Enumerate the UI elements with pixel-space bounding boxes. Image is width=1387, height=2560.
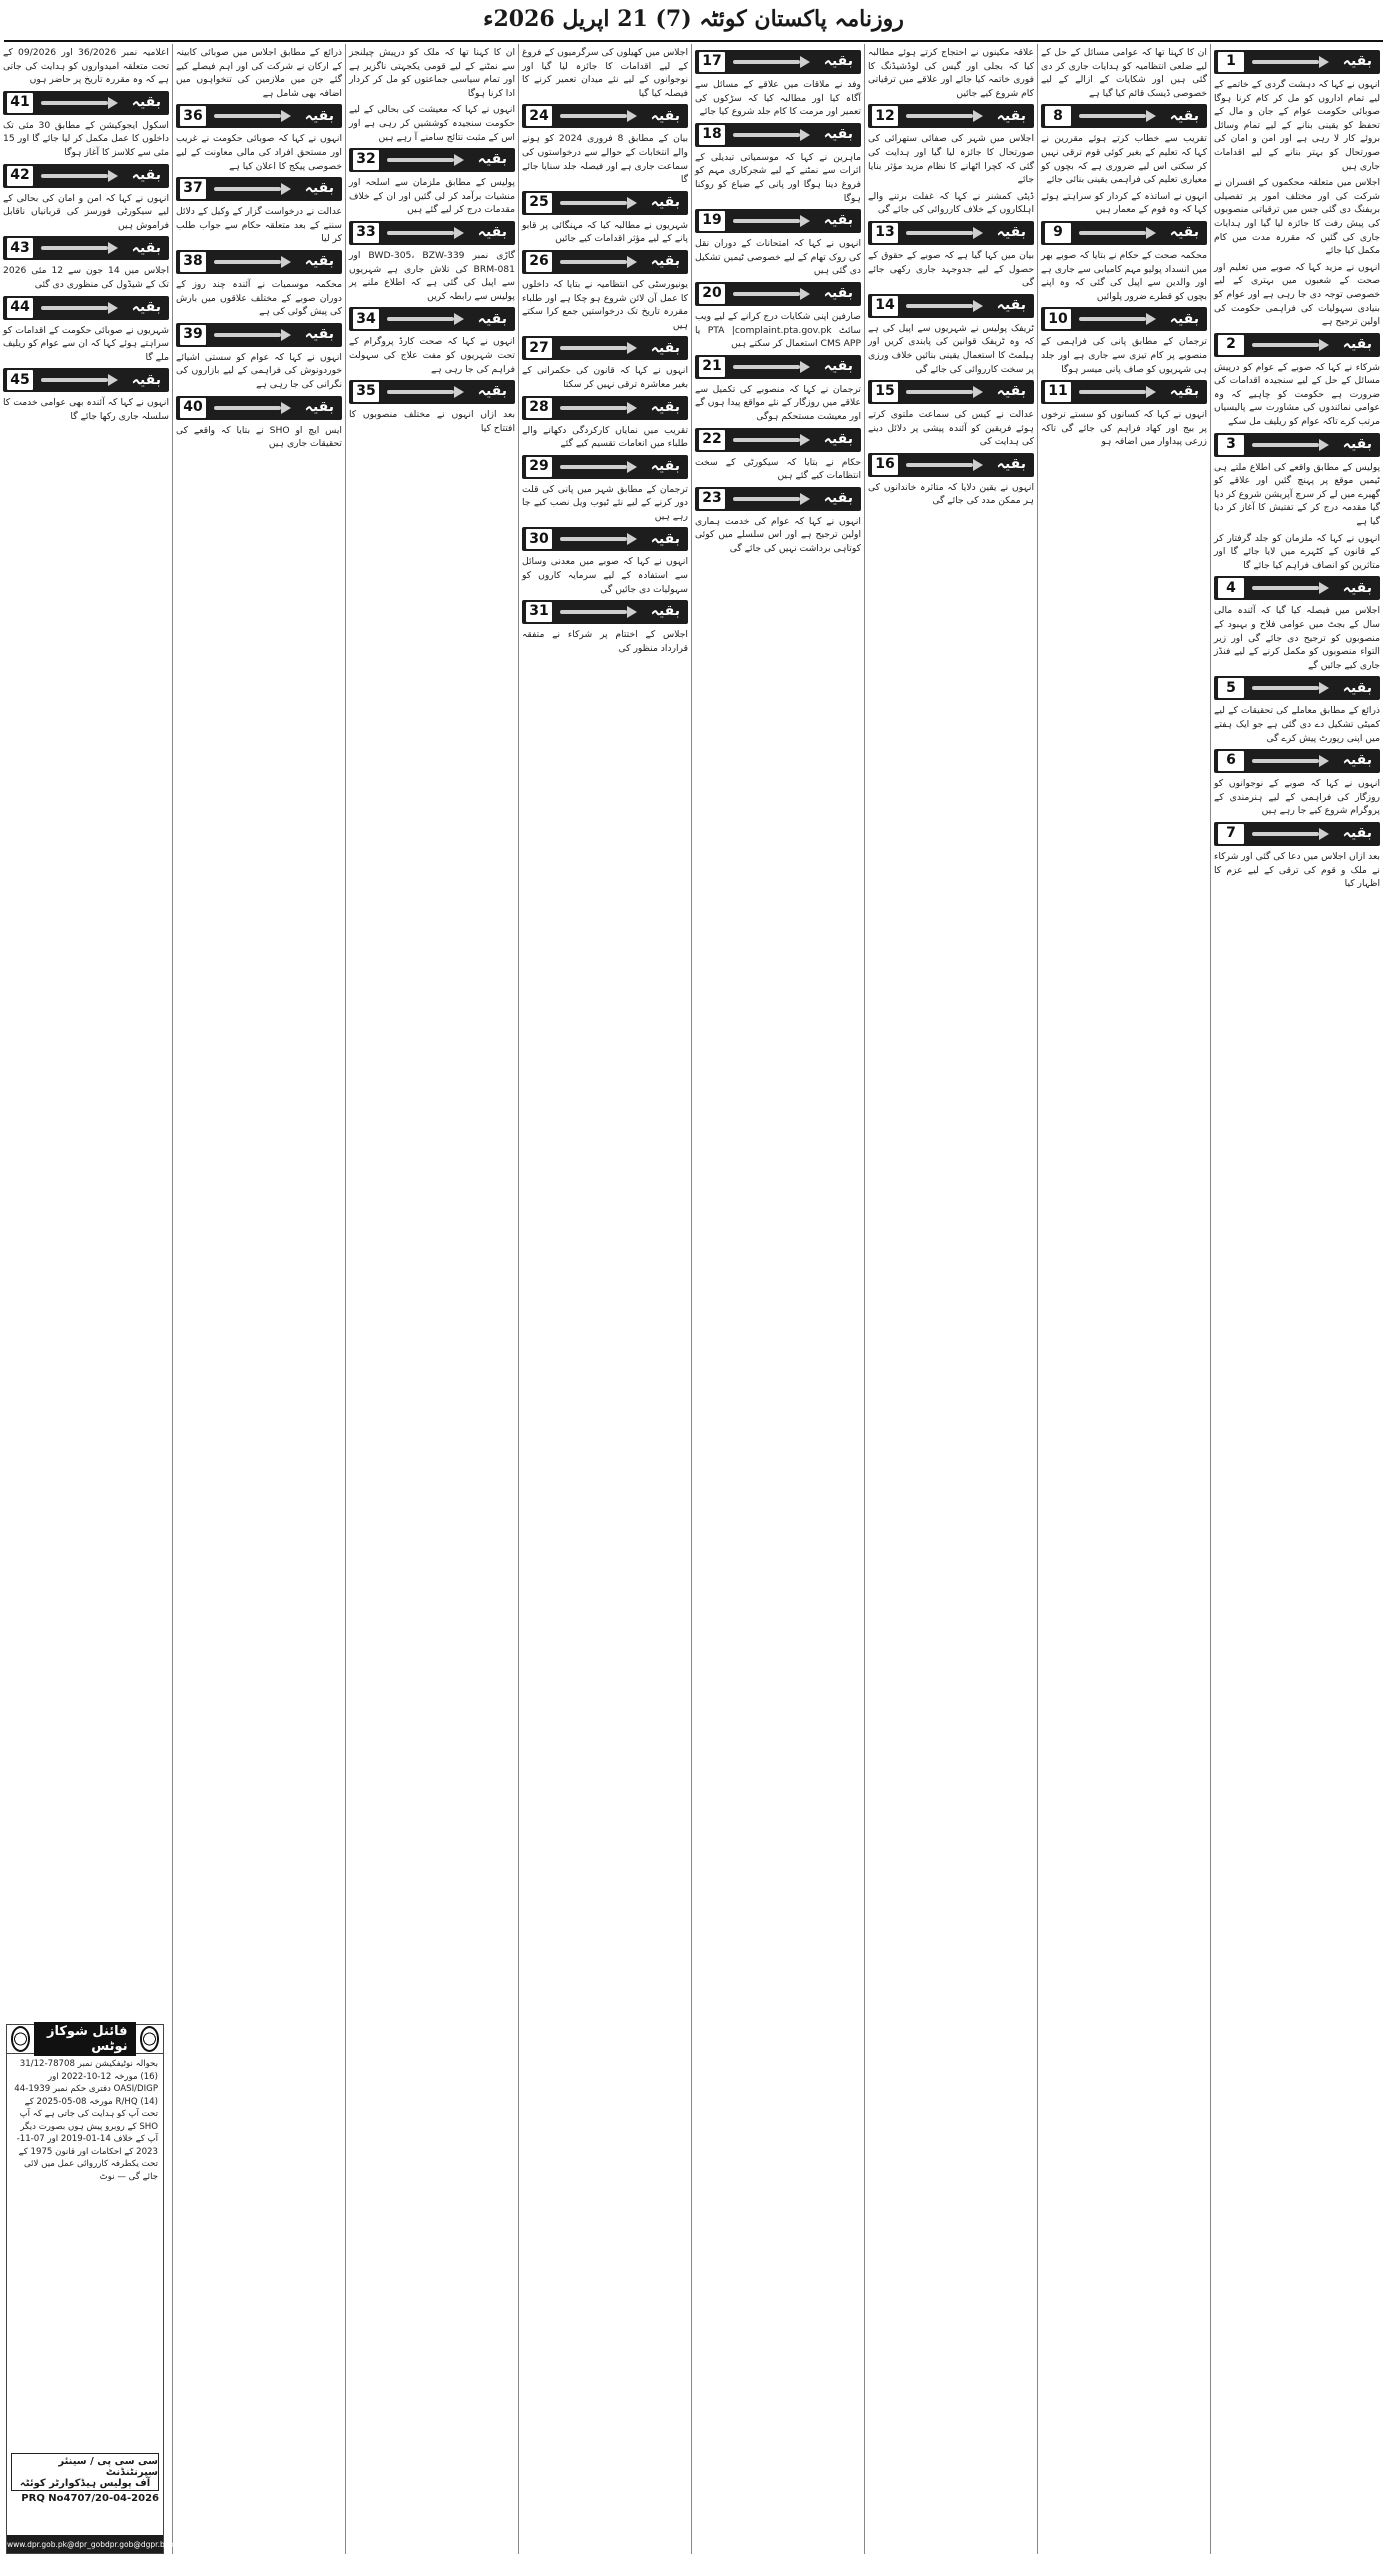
arrow-icon <box>1252 582 1329 594</box>
continuation-banner <box>695 487 861 511</box>
arrow-icon <box>1252 56 1329 68</box>
continuation-number: 44 <box>5 296 35 320</box>
article-paragraph: بعد ازاں انہوں نے مختلف منصوبوں کا افتتاح کیا <box>349 409 515 434</box>
continuation-banner <box>1214 749 1380 773</box>
signature-line-1: سی سی پی / سینئر سپرنٹنڈنٹ <box>58 2455 158 2478</box>
continuation-number: 22 <box>697 428 727 452</box>
signature-line-2: آف پولیس ہیڈکوارٹر کوئٹہ <box>19 2477 151 2489</box>
continuation-banner <box>522 455 688 479</box>
arrow-icon <box>387 386 464 398</box>
continuation-label: بقیہ <box>304 398 334 415</box>
continuation-banner <box>522 250 688 274</box>
continuation-banner <box>349 380 515 404</box>
newspaper-column <box>345 44 518 2554</box>
arrow-icon <box>214 329 291 341</box>
column-text <box>176 46 342 451</box>
article-paragraph: ترجمان نے کہا کہ منصوبے کی تکمیل سے علاقے میں روزگار کے نئے مواقع پیدا ہوں گے اور معیشت مستحکم ہوگی <box>695 383 861 422</box>
arrow-icon <box>1252 828 1329 840</box>
continuation-number: 24 <box>524 104 554 128</box>
article-paragraph: اسکول ایجوکیشن کے مطابق 30 مئی تک داخلوں کا عمل مکمل کر لیا جائے گا اور 15 مئی سے کلاسز کا آغاز ہوگا <box>3 119 169 158</box>
article-paragraph: عدالت نے درخواست گزار کے وکیل کے دلائل سننے کے بعد متعلقہ حکام سے جواب طلب کر لیا <box>176 206 342 245</box>
arrow-icon <box>387 227 464 239</box>
arrow-icon <box>1079 313 1156 325</box>
arrow-icon <box>1252 755 1329 767</box>
continuation-number: 39 <box>178 323 208 347</box>
continuation-banner <box>868 221 1034 245</box>
arrow-icon <box>733 288 810 300</box>
continuation-label: بقیہ <box>304 325 334 342</box>
arrow-icon <box>1079 110 1156 122</box>
continuation-banner <box>522 600 688 624</box>
arrow-icon <box>214 183 291 195</box>
continuation-number: 30 <box>524 527 554 551</box>
article-paragraph: ذرائع کے مطابق معاملے کی تحقیقات کے لیے کمیٹی تشکیل دے دی گئی ہے جو ایک ہفتے میں اپنی رپورٹ پیش کرے گی <box>1214 705 1380 744</box>
arrow-icon <box>560 256 637 268</box>
column-text <box>695 50 861 555</box>
continuation-banner <box>522 527 688 551</box>
article-paragraph: ڈپٹی کمشنر نے کہا کہ غفلت برتنے والے اہلکاروں کے خلاف کارروائی کی جائے گی <box>868 190 1034 216</box>
continuation-label: بقیہ <box>650 193 680 210</box>
column-text <box>3 46 169 424</box>
arrow-icon <box>1252 682 1329 694</box>
article-paragraph: یونیورسٹی کی انتظامیہ نے بتایا کہ داخلوں کا عمل آن لائن شروع ہو چکا ہے اور طلباء مقررہ تاریخ تک درخواستیں جمع کرا سکتے ہیں <box>522 278 688 331</box>
article-paragraph: بعد ازاں اجلاس میں دعا کی گئی اور شرکاء نے ملک و قوم کی ترقی کے لیے عزم کا اظہار کیا <box>1214 850 1380 890</box>
continuation-number: 2 <box>1216 333 1246 357</box>
continuation-number: 8 <box>1043 104 1073 128</box>
footer-instagram[interactable]: @dgpr.balochistan <box>133 2539 204 2549</box>
article-paragraph: وفد نے ملاقات میں علاقے کے مسائل سے آگاہ کیا اور مطالبہ کیا کہ سڑکوں کی تعمیر اور مرمت کا کام جلد شروع کیا جائے <box>695 79 861 118</box>
continuation-label: بقیہ <box>823 489 853 506</box>
article-paragraph: انہوں نے کہا کہ قانون کی حکمرانی کے بغیر معاشرہ ترقی نہیں کر سکتا <box>522 365 688 390</box>
continuation-number: 45 <box>5 368 35 392</box>
article-paragraph: بیان میں کہا گیا ہے کہ صوبے کے حقوق کے حصول کے لیے جدوجہد جاری رکھی جائے گی <box>868 249 1034 289</box>
continuation-number: 43 <box>5 236 35 260</box>
continuation-label: بقیہ <box>477 151 507 168</box>
continuation-banner <box>176 396 342 420</box>
continuation-number: 15 <box>870 380 900 404</box>
continuation-banner <box>695 50 861 74</box>
masthead <box>0 0 1387 38</box>
arrow-icon <box>733 361 810 373</box>
newspaper-column <box>1210 44 1383 2554</box>
government-seal-icon <box>140 2026 159 2052</box>
continuation-label: بقیہ <box>131 371 161 388</box>
continuation-number: 21 <box>697 355 727 379</box>
continuation-number: 41 <box>5 91 35 115</box>
column-text <box>1214 50 1380 891</box>
footer-website[interactable]: www.dpr.gob.pk <box>7 2539 67 2549</box>
arrow-icon <box>733 56 810 68</box>
continuation-number: 13 <box>870 221 900 245</box>
continuation-number: 17 <box>697 50 727 74</box>
column-text <box>868 46 1034 508</box>
continuation-banner <box>1041 104 1207 128</box>
article-paragraph: حکام نے بتایا کہ سیکورٹی کے سخت انتظامات کیے گئے ہیں <box>695 456 861 482</box>
article-paragraph: انہوں نے کہا کہ آئندہ بھی عوامی خدمت کا سلسلہ جاری رکھا جائے گا <box>3 397 169 422</box>
continuation-banner <box>868 453 1034 477</box>
continuation-number: 42 <box>5 164 35 188</box>
continuation-label: بقیہ <box>1342 435 1372 452</box>
arrow-icon <box>214 110 291 122</box>
arrow-icon <box>214 402 291 414</box>
continuation-banner <box>176 250 342 274</box>
continuation-label: بقیہ <box>304 107 334 124</box>
continuation-banner <box>695 123 861 147</box>
continuation-label: بقیہ <box>996 456 1026 473</box>
continuation-banner <box>176 177 342 201</box>
article-paragraph: محکمہ صحت کے حکام نے بتایا کہ صوبے بھر میں انسداد پولیو مہم کامیابی سے جاری ہے اور والدین سے اپیل کی گئی کہ وہ اپنے بچوں کو قطرے ضرور پلوائیں <box>1041 249 1207 302</box>
continuation-label: بقیہ <box>1342 679 1372 696</box>
article-paragraph: انہوں نے کہا کہ عوام کو سستی اشیائے خوردونوش کی فراہمی کے لیے بازاروں کی نگرانی کی جا رہی ہے <box>176 351 342 390</box>
police-seal-icon <box>11 2026 30 2052</box>
column-text <box>522 46 688 655</box>
newspaper-column <box>691 44 864 2554</box>
continuation-label: بقیہ <box>304 180 334 197</box>
continuation-label: بقیہ <box>131 239 161 256</box>
final-show-cause-notice <box>6 2024 204 2554</box>
arrow-icon <box>1079 386 1156 398</box>
footer-twitter[interactable]: @dpr_gob <box>67 2539 105 2549</box>
article-paragraph: شہریوں نے صوبائی حکومت کے اقدامات کو سراہتے ہوئے کہا کہ ان سے عوام کو ریلیف ملے گا <box>3 324 169 363</box>
newspaper-column <box>1037 44 1210 2554</box>
continuation-label: بقیہ <box>650 457 680 474</box>
arrow-icon <box>560 606 637 618</box>
arrow-icon <box>41 242 118 254</box>
continuation-banner <box>868 294 1034 318</box>
article-paragraph: انہوں نے کہا کہ ملزمان کو جلد گرفتار کر کے قانون کے کٹہرے میں لایا جائے گا اور متاثرین کو انصاف فراہم کیا جائے گا <box>1214 532 1380 571</box>
continuation-number: 32 <box>351 148 381 172</box>
article-paragraph: انہوں نے کہا کہ امتحانات کے دوران نقل کی روک تھام کے لیے خصوصی ٹیمیں تشکیل دی گئی ہیں <box>695 238 861 277</box>
arrow-icon <box>733 434 810 446</box>
arrow-icon <box>733 129 810 141</box>
newspaper-column <box>172 44 345 2554</box>
continuation-label: بقیہ <box>650 339 680 356</box>
continuation-banner <box>349 148 515 172</box>
continuation-number: 11 <box>1043 380 1073 404</box>
continuation-label: بقیہ <box>1169 107 1199 124</box>
continuation-label: بقیہ <box>1342 752 1372 769</box>
article-paragraph: پولیس کے مطابق ملزمان سے اسلحہ اور منشیات برآمد کر لی گئیں اور ان کے خلاف مقدمات درج کر لیے گئے ہیں <box>349 177 515 216</box>
article-paragraph: ان کا کہنا تھا کہ ملک کو درپیش چیلنجز سے نمٹنے کے لیے قومی یکجہتی ناگزیر ہے اور تمام سیاسی جماعتوں کو مل کر کردار ادا کرنا ہوگا <box>349 47 515 99</box>
arrow-icon <box>906 227 983 239</box>
continuation-banner <box>695 355 861 379</box>
arrow-icon <box>560 533 637 545</box>
continuation-label: بقیہ <box>996 383 1026 400</box>
article-paragraph: گاڑی نمبر BWD-305، BZW-339 اور BRM-081 کی تلاش جاری ہے شہریوں سے اپیل کی گئی ہے کہ اطلاع ملنے پر پولیس سے رابطہ کریں <box>349 249 515 302</box>
continuation-banner <box>3 164 169 188</box>
article-paragraph: ترجمان کے مطابق پانی کی فراہمی کے منصوبے پر کام تیزی سے جاری ہے اور جلد ہی شہریوں کو صاف پانی میسر ہوگا <box>1041 336 1207 375</box>
article-paragraph: انہوں نے یقین دلایا کہ متاثرہ خاندانوں کی ہر ممکن مدد کی جائے گی <box>868 481 1034 507</box>
continuation-number: 40 <box>178 396 208 420</box>
column-text <box>349 46 515 435</box>
newspaper-column <box>864 44 1037 2554</box>
article-paragraph: انہوں نے کہا کہ صوبے کے نوجوانوں کو روزگار کی فراہمی کے لیے ہنرمندی کے پروگرام شروع کیے جا رہے ہیں <box>1214 778 1380 817</box>
continuation-banner <box>3 296 169 320</box>
arrow-icon <box>41 374 118 386</box>
arrow-icon <box>906 386 983 398</box>
continuation-label: بقیہ <box>823 125 853 142</box>
notice-signature <box>11 2453 159 2491</box>
column-text <box>1041 46 1207 449</box>
arrow-icon <box>906 110 983 122</box>
continuation-number: 35 <box>351 380 381 404</box>
article-paragraph: انہوں نے اساتذہ کے کردار کو سراہتے ہوئے کہا کہ وہ قوم کے معمار ہیں <box>1041 190 1207 216</box>
continuation-label: بقیہ <box>1342 825 1372 842</box>
continuation-number: 6 <box>1216 749 1246 773</box>
continuation-label: بقیہ <box>823 53 853 70</box>
continuation-banner <box>1214 333 1380 357</box>
article-paragraph: پولیس کے مطابق واقعے کی اطلاع ملتے ہی ٹیمیں موقع پر پہنچ گئیں اور علاقے کو گھیرے میں لے کر سرچ آپریشن شروع کر دیا گیا مقدمہ درج کر کے تفتیش کا آغاز کر دیا گیا ہے <box>1214 461 1380 528</box>
arrow-icon <box>41 170 118 182</box>
arrow-icon <box>560 461 637 473</box>
continuation-banner <box>522 336 688 360</box>
continuation-number: 18 <box>697 123 727 147</box>
arrow-icon <box>1252 439 1329 451</box>
continuation-label: بقیہ <box>823 285 853 302</box>
article-paragraph: اعلامیہ نمبر 36/2026 اور 09/2026 کے تحت متعلقہ امیدواروں کو ہدایت کی جاتی ہے کہ وہ مقررہ تاریخ پر حاضر ہوں <box>3 47 169 86</box>
article-paragraph: شہریوں نے مطالبہ کیا کہ مہنگائی پر قابو پانے کے لیے مؤثر اقدامات کیے جائیں <box>522 219 688 245</box>
arrow-icon <box>41 97 118 109</box>
continuation-banner <box>695 428 861 452</box>
continuation-label: بقیہ <box>996 224 1026 241</box>
continuation-banner <box>176 104 342 128</box>
notice-body: بحوالہ نوٹیفکیشن نمبر 78708-31/12 (16) مورخہ 12-10-2022 اور OASI/DIGP دفتری حکم نمبر 1939-44 (14) R/HQ مورخہ 08-05-2025 کے تحت آپ کو ہدایت کی جاتی ہے کہ آپ SHO کے روبرو پیش ہوں بصورت دیگر آپ کے خلاف 14-01-2019 اور 07-11-2023 کے احکامات اور قانون 1975 کے تحت یکطرفہ کارروائی عمل میں لائی جائے گی — نوٹ <box>14 2059 158 2182</box>
continuation-label: بقیہ <box>1342 579 1372 596</box>
article-paragraph: تقریب سے خطاب کرتے ہوئے مقررین نے کہا کہ تعلیم کے بغیر کوئی قوم ترقی نہیں کر سکتی اس لیے ضروری ہے کہ بچوں کو معیاری تعلیم کی فراہمی یقینی بنائی جائے <box>1041 133 1207 186</box>
continuation-label: بقیہ <box>1342 53 1372 70</box>
article-paragraph: ترجمان کے مطابق شہر میں پانی کی قلت دور کرنے کے لیے نئے ٹیوب ویل نصب کیے جا رہے ہیں <box>522 483 688 522</box>
continuation-banner <box>3 236 169 260</box>
continuation-banner <box>349 307 515 331</box>
continuation-label: بقیہ <box>131 298 161 315</box>
footer-facebook[interactable]: dpr.gob <box>104 2539 134 2549</box>
article-paragraph: ان کا کہنا تھا کہ عوامی مسائل کے حل کے لیے ضلعی انتظامیہ کو ہدایات جاری کر دی گئی ہیں اور شکایات کے ازالے کے لیے خصوصی ڈیسک قائم کیا گیا ہے <box>1041 47 1207 99</box>
continuation-banner <box>3 368 169 392</box>
arrow-icon <box>214 256 291 268</box>
continuation-number: 19 <box>697 209 727 233</box>
article-paragraph: تقریب میں نمایاں کارکردگی دکھانے والے طلباء میں انعامات تقسیم کیے گئے <box>522 424 688 450</box>
continuation-number: 28 <box>524 396 554 420</box>
continuation-number: 25 <box>524 191 554 215</box>
continuation-number: 9 <box>1043 221 1073 245</box>
article-paragraph: اجلاس میں شہر کی صفائی ستھرائی کی صورتحال کا جائزہ لیا گیا اور ہدایت کی گئی کہ کچرا اٹھانے کا نظام مزید مؤثر بنایا جائے <box>868 133 1034 186</box>
continuation-number: 37 <box>178 177 208 201</box>
continuation-banner <box>1214 822 1380 846</box>
continuation-label: بقیہ <box>650 253 680 270</box>
continuation-label: بقیہ <box>1169 310 1199 327</box>
continuation-banner <box>1214 676 1380 700</box>
continuation-label: بقیہ <box>823 357 853 374</box>
article-paragraph: ذرائع کے مطابق اجلاس میں صوبائی کابینہ کے ارکان نے شرکت کی اور اہم فیصلے کیے گئے جن میں ملازمین کی تنخواہوں میں اضافہ بھی شامل ہے <box>176 47 342 99</box>
article-paragraph: اجلاس میں متعلقہ محکموں کے افسران نے شرکت کی اور مختلف امور پر تفصیلی بریفنگ دی گئی جس میں ترقیاتی منصوبوں کی پیش رفت کا جائزہ لیا گیا اور ہدایات جاری کی گئیں کہ مقررہ مدت میں کام مکمل کیا جائے <box>1214 177 1380 257</box>
continuation-label: بقیہ <box>996 296 1026 313</box>
article-paragraph: انہوں نے کہا کہ کسانوں کو سستے نرخوں پر بیج اور کھاد فراہم کی جائے گی تاکہ زرعی پیداوار میں اضافہ ہو <box>1041 409 1207 448</box>
continuation-number: 34 <box>351 307 381 331</box>
article-paragraph: اجلاس میں 14 جون سے 12 مئی 2026 تک کے شیڈول کی منظوری دی گئی <box>3 265 169 290</box>
continuation-label: بقیہ <box>477 224 507 241</box>
continuation-label: بقیہ <box>1342 335 1372 352</box>
continuation-label: بقیہ <box>1169 383 1199 400</box>
continuation-banner <box>3 91 169 115</box>
article-paragraph: انہوں نے مزید کہا کہ صوبے میں تعلیم اور صحت کے شعبوں میں بہتری کے لیے خصوصی توجہ دی جا رہی ہے اور عوام کو بنیادی سہولیات کی فراہمی حکومت کی اولین ترجیح ہے <box>1214 261 1380 328</box>
article-paragraph: انہوں نے کہا کہ عوام کی خدمت ہماری اولین ترجیح ہے اور اس سلسلے میں کوئی کوتاہی برداشت نہیں کی جائے گی <box>695 515 861 554</box>
article-paragraph: انہوں نے کہا کہ صوبے میں معدنی وسائل سے استفادہ کے لیے سرمایہ کاروں کو سہولیات دی جائیں گی <box>522 556 688 595</box>
continuation-number: 27 <box>524 336 554 360</box>
article-paragraph: انہوں نے کہا کہ معیشت کی بحالی کے لیے حکومت سنجیدہ کوششیں کر رہی ہے اور اس کے مثبت نتائج سامنے آ رہے ہیں <box>349 104 515 143</box>
arrow-icon <box>1079 227 1156 239</box>
notice-header <box>7 2025 163 2054</box>
article-paragraph: علاقہ مکینوں نے احتجاج کرتے ہوئے مطالبہ کیا کہ بجلی اور گیس کی لوڈشیڈنگ کا فوری خاتمہ کیا جائے اور علاقے میں ترقیاتی کام شروع کیے جائیں <box>868 47 1034 99</box>
article-paragraph: صارفین اپنی شکایات درج کرانے کے لیے ویب سائٹ PTA |complaint.pta.gov.pk یا CMS APP استعمال کر سکتے ہیں <box>695 310 862 350</box>
article-paragraph: انہوں نے کہا کہ دہشت گردی کے خاتمے کے لیے تمام اداروں کو مل کر کام کرنا ہوگا صوبائی حکومت عوام کے جان و مال کے تحفظ کو یقینی بنانے کے لیے تمام وسائل بروئے کار لا رہی ہے اور امن و امان کی صورتحال کو بہتر بنانے کے لیے اقدامات جاری ہیں <box>1214 79 1380 172</box>
article-paragraph: محکمہ موسمیات نے آئندہ چند روز کے دوران صوبے کے مختلف علاقوں میں بارش کی پیش گوئی کی ہے <box>176 278 342 318</box>
article-paragraph: انہوں نے کہا کہ صحت کارڈ پروگرام کے تحت شہریوں کو مفت علاج کی سہولت فراہم کی جا رہی ہے <box>349 336 515 375</box>
continuation-number: 26 <box>524 250 554 274</box>
article-paragraph: انہوں نے کہا کہ امن و امان کی بحالی کے لیے سیکورٹی فورسز کی قربانیاں ناقابل فراموش ہیں <box>3 192 169 231</box>
continuation-label: بقیہ <box>823 212 853 229</box>
continuation-label: بقیہ <box>650 603 680 620</box>
notice-title: فائنل شوکاز نوٹس <box>34 2022 135 2056</box>
article-paragraph: عدالت نے کیس کی سماعت ملتوی کرتے ہوئے فریقین کو آئندہ پیشی پر دلائل دینے کی ہدایت کی <box>868 409 1034 448</box>
article-paragraph: اجلاس کے اختتام پر شرکاء نے متفقہ قرارداد منظور کی <box>522 629 688 654</box>
continuation-number: 4 <box>1216 576 1246 600</box>
arrow-icon <box>1252 339 1329 351</box>
continuation-label: بقیہ <box>650 530 680 547</box>
article-paragraph: بیان کے مطابق 8 فروری 2024 کو ہونے والے انتخابات کے حوالے سے درخواستوں کی سماعت جاری ہے اور فیصلہ جلد سنایا جائے گا <box>522 133 689 186</box>
continuation-number: 14 <box>870 294 900 318</box>
arrow-icon <box>387 313 464 325</box>
continuation-label: بقیہ <box>650 107 680 124</box>
arrow-icon <box>560 110 637 122</box>
article-paragraph: ایس ایچ او SHO نے بتایا کہ واقعے کی تحقیقات جاری ہیں <box>176 424 342 450</box>
continuation-number: 31 <box>524 600 554 624</box>
continuation-number: 16 <box>870 453 900 477</box>
continuation-number: 33 <box>351 221 381 245</box>
continuation-label: بقیہ <box>823 430 853 447</box>
continuation-number: 36 <box>178 104 208 128</box>
continuation-label: بقیہ <box>304 253 334 270</box>
continuation-banner <box>1041 307 1207 331</box>
article-paragraph: اجلاس میں فیصلہ کیا گیا کہ آئندہ مالی سال کے بجٹ میں عوامی فلاح و بہبود کے منصوبوں کو ترجیح دی جائے گی اور زیر التواء منصوبوں کو مکمل کرنے کے لیے فنڈز جاری کیے جائیں گے <box>1214 605 1380 671</box>
continuation-banner <box>1041 221 1207 245</box>
continuation-banner <box>522 396 688 420</box>
continuation-label: بقیہ <box>1169 224 1199 241</box>
continuation-number: 5 <box>1216 676 1246 700</box>
arrow-icon <box>906 459 983 471</box>
masthead-rule <box>4 40 1383 42</box>
arrow-icon <box>560 342 637 354</box>
continuation-label: بقیہ <box>477 383 507 400</box>
arrow-icon <box>560 197 637 209</box>
continuation-number: 20 <box>697 282 727 306</box>
article-paragraph: شرکاء نے کہا کہ صوبے کے عوام کو درپیش مسائل کے حل کے لیے سنجیدہ اقدامات کی ضرورت ہے حکومت کو چاہیے کہ وہ عوامی نمائندوں کی مشاورت سے پالیسیاں مرتب کرے تاکہ عوام کو ریلیف مل سکے <box>1214 361 1380 428</box>
arrow-icon <box>387 154 464 166</box>
continuation-banner <box>1041 380 1207 404</box>
continuation-number: 10 <box>1043 307 1073 331</box>
continuation-label: بقیہ <box>650 398 680 415</box>
continuation-banner <box>1214 576 1380 600</box>
continuation-banner <box>1214 50 1380 74</box>
arrow-icon <box>733 493 810 505</box>
continuation-number: 23 <box>697 487 727 511</box>
page-title: روزنامہ پاکستان کوئٹہ (7) 21 اپریل 2026ء <box>483 6 904 32</box>
continuation-banner <box>695 209 861 233</box>
continuation-number: 38 <box>178 250 208 274</box>
continuation-label: بقیہ <box>131 166 161 183</box>
continuation-banner <box>349 221 515 245</box>
continuation-banner <box>695 282 861 306</box>
arrow-icon <box>733 215 810 227</box>
continuation-banner <box>868 104 1034 128</box>
continuation-banner <box>1214 433 1380 457</box>
newspaper-column <box>518 44 691 2554</box>
continuation-number: 1 <box>1216 50 1246 74</box>
continuation-number: 7 <box>1216 822 1246 846</box>
continuation-label: بقیہ <box>131 93 161 110</box>
article-paragraph: اجلاس میں کھیلوں کی سرگرمیوں کے فروغ کے لیے اقدامات کا جائزہ لیا گیا اور نوجوانوں کے لیے نئے میدان تعمیر کرنے کا فیصلہ کیا گیا <box>522 47 688 99</box>
continuation-label: بقیہ <box>477 310 507 327</box>
continuation-number: 3 <box>1216 433 1246 457</box>
continuation-banner <box>176 323 342 347</box>
continuation-number: 29 <box>524 455 554 479</box>
article-paragraph: ماہرین نے کہا کہ موسمیاتی تبدیلی کے اثرات سے نمٹنے کے لیے شجرکاری مہم کو فروغ دینا ہوگا اور پانی کے ضیاع کو روکنا ہوگا <box>695 151 861 204</box>
continuation-banner <box>522 104 688 128</box>
continuation-banner <box>522 191 688 215</box>
continuation-number: 12 <box>870 104 900 128</box>
prq-number: PRQ No4707/20-04-2026 <box>21 2493 159 2504</box>
arrow-icon <box>41 302 118 314</box>
notice-footer <box>7 2535 204 2553</box>
article-paragraph: ٹریفک پولیس نے شہریوں سے اپیل کی ہے کہ وہ ٹریفک قوانین کی پابندی کریں اور ہیلمٹ کا استعمال یقینی بنائیں خلاف ورزی پر سخت کارروائی کی جائے گی <box>868 322 1034 375</box>
continuation-label: بقیہ <box>996 107 1026 124</box>
arrow-icon <box>560 402 637 414</box>
arrow-icon <box>906 300 983 312</box>
continuation-banner <box>868 380 1034 404</box>
article-paragraph: انہوں نے کہا کہ صوبائی حکومت نے غریب اور مستحق افراد کی مالی معاونت کے لیے خصوصی پیکج کا اعلان کیا ہے <box>176 133 342 172</box>
